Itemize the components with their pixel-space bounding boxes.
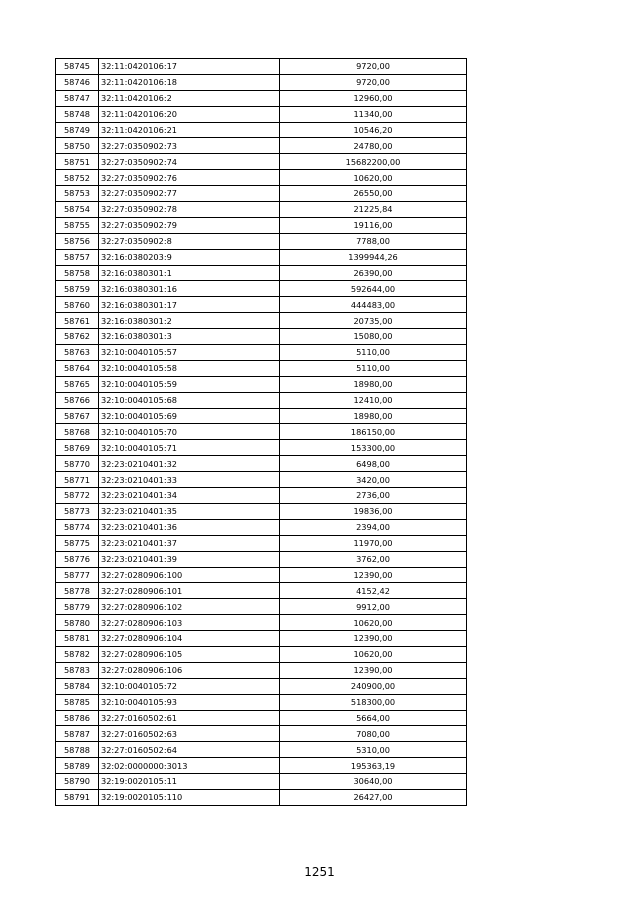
cadastral-number-cell: 32:16:0380301:17 — [99, 297, 280, 313]
cadastral-number-cell: 32:23:0210401:33 — [99, 472, 280, 488]
value-cell: 10546,20 — [280, 122, 467, 138]
table-row — [56, 583, 467, 599]
cadastral-number-cell: 32:27:0160502:61 — [99, 710, 280, 726]
value-cell: 10620,00 — [280, 646, 467, 662]
cadastral-number-cell: 32:16:0380301:3 — [99, 329, 280, 345]
row-number-cell: 58770 — [56, 456, 99, 472]
value-cell: 10620,00 — [280, 170, 467, 186]
cadastral-number-cell: 32:23:0210401:34 — [99, 488, 280, 504]
cadastral-number-cell: 32:23:0210401:35 — [99, 503, 280, 519]
cadastral-number-cell: 32:10:0040105:58 — [99, 360, 280, 376]
value-cell: 186150,00 — [280, 424, 467, 440]
value-cell: 518300,00 — [280, 694, 467, 710]
table-row — [56, 202, 467, 218]
table-row — [56, 59, 467, 75]
row-number-cell: 58773 — [56, 503, 99, 519]
row-number-cell: 58784 — [56, 678, 99, 694]
row-number-cell: 58783 — [56, 662, 99, 678]
table-row — [56, 106, 467, 122]
table-row — [56, 456, 467, 472]
cadastral-number-cell: 32:27:0280906:101 — [99, 583, 280, 599]
value-cell: 19836,00 — [280, 503, 467, 519]
row-number-cell: 58768 — [56, 424, 99, 440]
table-row — [56, 217, 467, 233]
value-cell: 6498,00 — [280, 456, 467, 472]
row-number-cell: 58761 — [56, 313, 99, 329]
table-row — [56, 392, 467, 408]
cadastral-number-cell: 32:27:0350902:8 — [99, 233, 280, 249]
value-cell: 153300,00 — [280, 440, 467, 456]
value-cell: 5110,00 — [280, 360, 467, 376]
value-cell: 5310,00 — [280, 742, 467, 758]
value-cell: 2736,00 — [280, 488, 467, 504]
table-row — [56, 154, 467, 170]
table-row — [56, 74, 467, 90]
cadastral-number-cell: 32:11:0420106:20 — [99, 106, 280, 122]
value-cell: 9720,00 — [280, 59, 467, 75]
row-number-cell: 58759 — [56, 281, 99, 297]
row-number-cell: 58772 — [56, 488, 99, 504]
row-number-cell: 58751 — [56, 154, 99, 170]
table-row — [56, 138, 467, 154]
row-number-cell: 58758 — [56, 265, 99, 281]
table-row — [56, 329, 467, 345]
table-row — [56, 297, 467, 313]
value-cell: 592644,00 — [280, 281, 467, 297]
row-number-cell: 58790 — [56, 774, 99, 790]
row-number-cell: 58745 — [56, 59, 99, 75]
table-row — [56, 615, 467, 631]
table-row — [56, 472, 467, 488]
value-cell: 12390,00 — [280, 567, 467, 583]
cadastral-number-cell: 32:11:0420106:18 — [99, 74, 280, 90]
row-number-cell: 58775 — [56, 535, 99, 551]
row-number-cell: 58749 — [56, 122, 99, 138]
row-number-cell: 58786 — [56, 710, 99, 726]
table-row — [56, 662, 467, 678]
row-number-cell: 58782 — [56, 646, 99, 662]
cadastral-number-cell: 32:27:0280906:103 — [99, 615, 280, 631]
cadastral-number-cell: 32:27:0350902:78 — [99, 202, 280, 218]
value-cell: 26550,00 — [280, 186, 467, 202]
cadastral-number-cell: 32:10:0040105:69 — [99, 408, 280, 424]
row-number-cell: 58777 — [56, 567, 99, 583]
row-number-cell: 58771 — [56, 472, 99, 488]
table-row — [56, 503, 467, 519]
table-row — [56, 424, 467, 440]
value-cell: 15080,00 — [280, 329, 467, 345]
cadastral-number-cell: 32:11:0420106:17 — [99, 59, 280, 75]
row-number-cell: 58774 — [56, 519, 99, 535]
value-cell: 9912,00 — [280, 599, 467, 615]
table-row — [56, 567, 467, 583]
row-number-cell: 58750 — [56, 138, 99, 154]
value-cell: 12390,00 — [280, 631, 467, 647]
cadastral-number-cell: 32:10:0040105:68 — [99, 392, 280, 408]
value-cell: 5664,00 — [280, 710, 467, 726]
table-row — [56, 646, 467, 662]
table-row — [56, 599, 467, 615]
cadastral-number-cell: 32:10:0040105:70 — [99, 424, 280, 440]
table-row — [56, 631, 467, 647]
row-number-cell: 58769 — [56, 440, 99, 456]
value-cell: 9720,00 — [280, 74, 467, 90]
table-row — [56, 758, 467, 774]
value-cell: 15682200,00 — [280, 154, 467, 170]
table-row — [56, 535, 467, 551]
row-number-cell: 58778 — [56, 583, 99, 599]
cadastral-number-cell: 32:10:0040105:72 — [99, 678, 280, 694]
table-row — [56, 726, 467, 742]
table-row — [56, 360, 467, 376]
value-cell: 26427,00 — [280, 789, 467, 805]
table-row — [56, 694, 467, 710]
table-row — [56, 408, 467, 424]
row-number-cell: 58753 — [56, 186, 99, 202]
value-cell: 195363,19 — [280, 758, 467, 774]
row-number-cell: 58767 — [56, 408, 99, 424]
value-cell: 12390,00 — [280, 662, 467, 678]
table-row — [56, 281, 467, 297]
row-number-cell: 58763 — [56, 345, 99, 361]
row-number-cell: 58776 — [56, 551, 99, 567]
value-cell: 26390,00 — [280, 265, 467, 281]
row-number-cell: 58789 — [56, 758, 99, 774]
table-row — [56, 345, 467, 361]
table-row — [56, 789, 467, 805]
row-number-cell: 58748 — [56, 106, 99, 122]
cadastral-number-cell: 32:23:0210401:39 — [99, 551, 280, 567]
table-row — [56, 519, 467, 535]
value-cell: 11340,00 — [280, 106, 467, 122]
cadastral-number-cell: 32:27:0160502:64 — [99, 742, 280, 758]
cadastral-number-cell: 32:27:0160502:63 — [99, 726, 280, 742]
row-number-cell: 58752 — [56, 170, 99, 186]
cadastral-number-cell: 32:10:0040105:71 — [99, 440, 280, 456]
cadastral-number-cell: 32:10:0040105:57 — [99, 345, 280, 361]
cadastral-number-cell: 32:23:0210401:32 — [99, 456, 280, 472]
cadastral-number-cell: 32:10:0040105:93 — [99, 694, 280, 710]
table-row — [56, 376, 467, 392]
row-number-cell: 58791 — [56, 789, 99, 805]
cadastral-number-cell: 32:19:0020105:110 — [99, 789, 280, 805]
value-cell: 4152,42 — [280, 583, 467, 599]
table-row — [56, 678, 467, 694]
cadastral-number-cell: 32:23:0210401:36 — [99, 519, 280, 535]
value-cell: 444483,00 — [280, 297, 467, 313]
row-number-cell: 58780 — [56, 615, 99, 631]
table-row — [56, 186, 467, 202]
cadastral-number-cell: 32:11:0420106:2 — [99, 90, 280, 106]
table-row — [56, 249, 467, 265]
value-cell: 3762,00 — [280, 551, 467, 567]
cadastral-number-cell: 32:27:0350902:76 — [99, 170, 280, 186]
table-row — [56, 313, 467, 329]
value-cell: 7788,00 — [280, 233, 467, 249]
value-cell: 2394,00 — [280, 519, 467, 535]
cadastral-number-cell: 32:27:0350902:74 — [99, 154, 280, 170]
cadastral-number-cell: 32:16:0380301:1 — [99, 265, 280, 281]
row-number-cell: 58785 — [56, 694, 99, 710]
cadastral-number-cell: 32:02:0000000:3013 — [99, 758, 280, 774]
cadastral-value-table — [55, 58, 467, 806]
row-number-cell: 58760 — [56, 297, 99, 313]
row-number-cell: 58765 — [56, 376, 99, 392]
row-number-cell: 58755 — [56, 217, 99, 233]
table-row — [56, 710, 467, 726]
value-cell: 19116,00 — [280, 217, 467, 233]
cadastral-number-cell: 32:23:0210401:37 — [99, 535, 280, 551]
value-cell: 3420,00 — [280, 472, 467, 488]
value-cell: 21225,84 — [280, 202, 467, 218]
value-cell: 24780,00 — [280, 138, 467, 154]
row-number-cell: 58762 — [56, 329, 99, 345]
row-number-cell: 58779 — [56, 599, 99, 615]
value-cell: 5110,00 — [280, 345, 467, 361]
table-row — [56, 774, 467, 790]
value-cell: 240900,00 — [280, 678, 467, 694]
cadastral-number-cell: 32:27:0350902:73 — [99, 138, 280, 154]
cadastral-number-cell: 32:27:0280906:102 — [99, 599, 280, 615]
cadastral-number-cell: 32:27:0280906:105 — [99, 646, 280, 662]
row-number-cell: 58757 — [56, 249, 99, 265]
row-number-cell: 58756 — [56, 233, 99, 249]
table-body — [56, 59, 467, 806]
cadastral-number-cell: 32:16:0380301:16 — [99, 281, 280, 297]
row-number-cell: 58781 — [56, 631, 99, 647]
cadastral-number-cell: 32:27:0280906:104 — [99, 631, 280, 647]
value-cell: 18980,00 — [280, 376, 467, 392]
row-number-cell: 58764 — [56, 360, 99, 376]
cadastral-number-cell: 32:16:0380203:9 — [99, 249, 280, 265]
row-number-cell: 58766 — [56, 392, 99, 408]
row-number-cell: 58787 — [56, 726, 99, 742]
cadastral-number-cell: 32:19:0020105:11 — [99, 774, 280, 790]
row-number-cell: 58788 — [56, 742, 99, 758]
value-cell: 20735,00 — [280, 313, 467, 329]
value-cell: 11970,00 — [280, 535, 467, 551]
cadastral-number-cell: 32:10:0040105:59 — [99, 376, 280, 392]
value-cell: 12410,00 — [280, 392, 467, 408]
cadastral-number-cell: 32:27:0350902:79 — [99, 217, 280, 233]
cadastral-number-cell: 32:27:0280906:106 — [99, 662, 280, 678]
value-cell: 10620,00 — [280, 615, 467, 631]
value-cell: 30640,00 — [280, 774, 467, 790]
cadastral-number-cell: 32:27:0280906:100 — [99, 567, 280, 583]
value-cell: 12960,00 — [280, 90, 467, 106]
table-row — [56, 742, 467, 758]
row-number-cell: 58754 — [56, 202, 99, 218]
row-number-cell: 58746 — [56, 74, 99, 90]
value-cell: 7080,00 — [280, 726, 467, 742]
cadastral-number-cell: 32:16:0380301:2 — [99, 313, 280, 329]
table-row — [56, 488, 467, 504]
cadastral-number-cell: 32:11:0420106:21 — [99, 122, 280, 138]
table-row — [56, 551, 467, 567]
value-cell: 18980,00 — [280, 408, 467, 424]
table-row — [56, 170, 467, 186]
table-row — [56, 440, 467, 456]
cadastral-number-cell: 32:27:0350902:77 — [99, 186, 280, 202]
table-row — [56, 90, 467, 106]
row-number-cell: 58747 — [56, 90, 99, 106]
value-cell: 1399944,26 — [280, 249, 467, 265]
table-row — [56, 122, 467, 138]
table-row — [56, 233, 467, 249]
page-number: 1251 — [304, 865, 335, 879]
table-row — [56, 265, 467, 281]
